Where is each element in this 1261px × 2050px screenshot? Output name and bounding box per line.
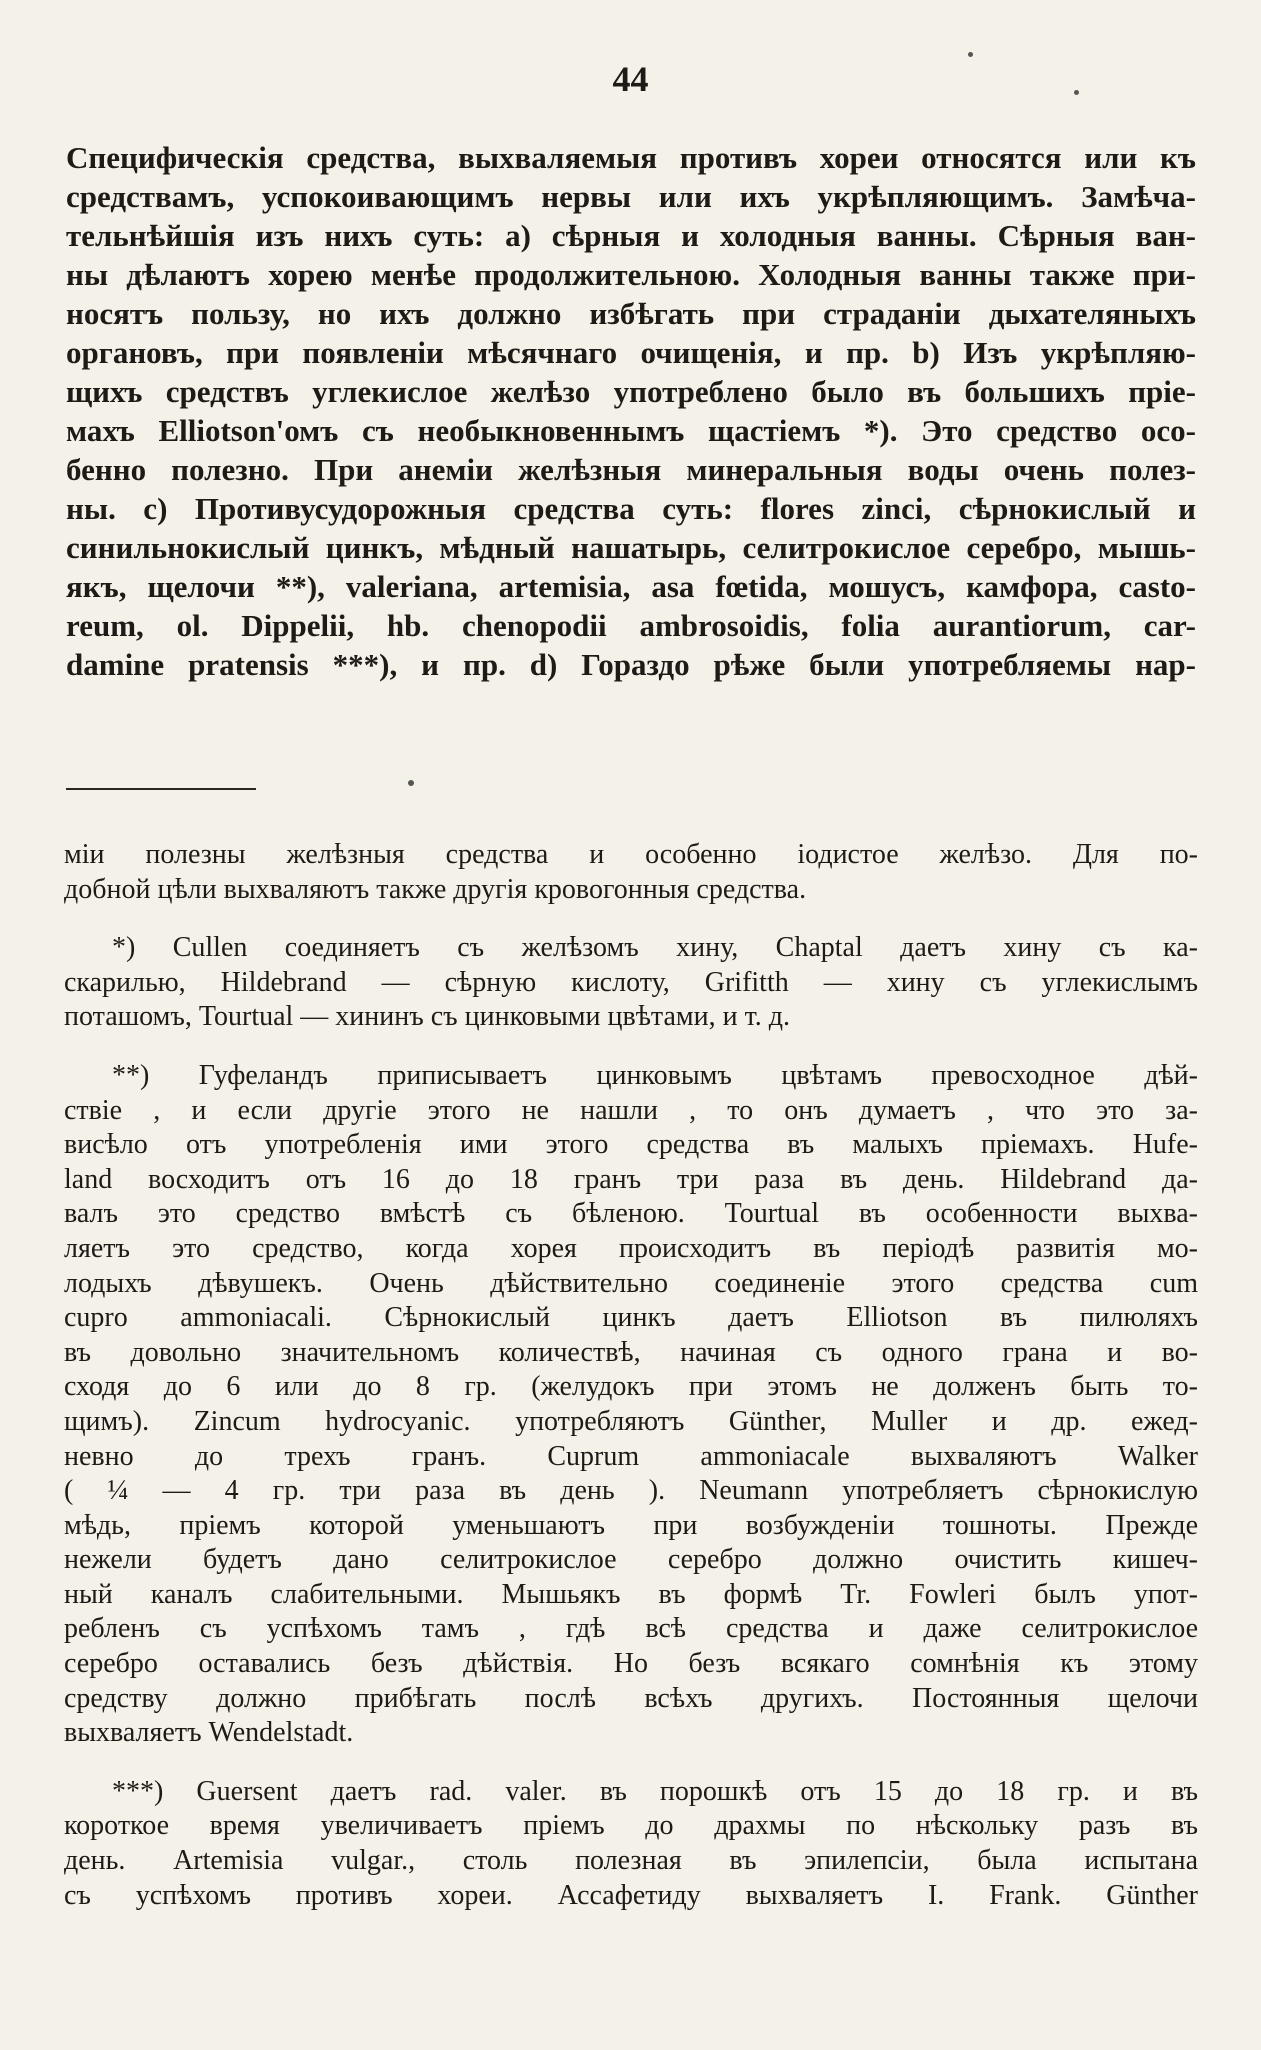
footnote-line: ребленъ съ успѣхомъ тамъ , гдѣ всѣ средства и даже селитрокислое <box>64 1613 1198 1645</box>
footnotes <box>64 838 1198 1937</box>
text-line: носятъ пользу, но ихъ должно избѣгать при страданіи дыхателяныхъ <box>66 296 1196 331</box>
footnote <box>64 1775 1198 1913</box>
footnote-line: міи полезны желѣзныя средства и особенно іодистое желѣзо. Для по- <box>64 839 1198 870</box>
text-line: ны дѣлаютъ хорею менѣе продолжительною. Холодныя ванны также при- <box>66 257 1196 292</box>
footnote-line: ляетъ это средство, когда хорея происходитъ въ періодѣ развитія мо- <box>64 1232 1198 1264</box>
text-line: бенно полезно. При анеміи желѣзныя минеральныя воды очень полез- <box>66 452 1196 487</box>
footnote <box>64 931 1198 1035</box>
footnote-line: съ успѣхомъ противъ хореи. Ассафетиду выхваляетъ I. Frank. Günther <box>64 1879 1198 1911</box>
main-text <box>66 138 1196 684</box>
footnote-line: короткое время увеличиваетъ пріемъ до драхмы по нѣскольку разъ въ <box>64 1810 1198 1842</box>
footnote-line: средству должно прибѣгать послѣ всѣхъ другихъ. Постоянныя щелочи <box>64 1682 1198 1714</box>
text-line: синильнокислый цинкъ, мѣдный нашатырь, селитрокислое серебро, мышь- <box>66 530 1196 565</box>
footnote-line: сходя до 6 или до 8 гр. (желудокъ при этомъ не долженъ быть то- <box>64 1371 1198 1403</box>
footnote-line: висѣло отъ употребленія ими этого средства въ малыхъ пріемахъ. Hufe- <box>64 1129 1198 1161</box>
print-speck <box>1074 90 1079 95</box>
footnote-line: въ довольно значительномъ количествѣ, начиная съ одного грана и во- <box>64 1336 1198 1368</box>
text-line: тельнѣйшія изъ нихъ суть: a) сѣрныя и холодныя ванны. Сѣрныя ван- <box>66 218 1196 253</box>
footnote-continuation <box>64 838 1198 907</box>
footnote-line: выхваляетъ Wendelstadt. <box>64 1717 354 1749</box>
footnote-separator <box>66 788 256 790</box>
text-line: якъ, щелочи **), valeriana, artemisia, asa fœtida, мошусъ, камфора, casto- <box>66 569 1196 604</box>
text-line: reum, ol. Dippelii, hb. chenopodii ambrosoidis, folia aurantiorum, car- <box>66 608 1196 643</box>
text-line: средствамъ, успокоивающимъ нервы или ихъ укрѣпляющимъ. Замѣча- <box>66 179 1196 214</box>
footnote-line: день. Artemisia vulgar., столь полезная въ эпилепсіи, была испытана <box>64 1845 1198 1877</box>
text-line: Специфическія средства, выхваляемыя противъ хореи относятся или къ <box>66 140 1196 175</box>
footnote <box>64 1059 1198 1751</box>
footnote-line: ный каналъ слабительными. Мышьякъ въ формѣ Tr. Fowleri былъ упот- <box>64 1578 1198 1610</box>
footnote-line: мѣдь, пріемъ которой уменьшаютъ при возбужденіи тошноты. Прежде <box>64 1509 1198 1541</box>
footnote-line: скарилью, Hildebrand — сѣрную кислоту, Grifitth — хину съ углекислымъ <box>64 966 1198 998</box>
text-line: органовъ, при появленіи мѣсячнаго очищенія, и пр. b) Изъ укрѣпляю- <box>66 335 1196 370</box>
footnote-line: щимъ). Zincum hydrocyanic. употребляютъ Günther, Muller и др. ежед- <box>64 1405 1198 1437</box>
footnote-line: невно до трехъ гранъ. Cuprum ammoniacale выхваляютъ Walker <box>64 1440 1198 1472</box>
text-line: щихъ средствъ углекислое желѣзо употреблено было въ большихъ пріе- <box>66 374 1196 409</box>
footnote-line: нежели будетъ дано селитрокислое серебро должно очистить кишеч- <box>64 1544 1198 1576</box>
print-speck <box>408 780 414 786</box>
footnote-line: land восходитъ отъ 16 до 18 гранъ три раза въ день. Hildebrand да- <box>64 1163 1198 1195</box>
text-line: damine pratensis ***), и пр. d) Гораздо рѣже были употребляемы нар- <box>66 647 1196 682</box>
footnote-line: cupro ammoniacali. Сѣрнокислый цинкъ даетъ Elliotson въ пилюляхъ <box>64 1302 1198 1334</box>
footnote-line: серебро оставались безъ дѣйствія. Но безъ всякаго сомнѣнія къ этому <box>64 1648 1198 1680</box>
footnote-line: лодыхъ дѣвушекъ. Очень дѣйствительно соединеніе этого средства cum <box>64 1267 1198 1299</box>
footnote-line: ( ¼ — 4 гр. три раза въ день ). Neumann употребляетъ сѣрнокислую <box>64 1475 1198 1507</box>
footnote-line: поташомъ, Tourtual — хининъ съ цинковыми цвѣтами, и т. д. <box>64 1001 790 1033</box>
footnote-line: *) Cullen соединяетъ съ желѣзомъ хину, Chaptal даетъ хину съ ка- <box>112 932 1198 964</box>
footnote-line: добной цѣли выхваляютъ также другія кровогонныя средства. <box>64 873 807 905</box>
text-line: ны. c) Противусудорожныя средства суть: flores zinci, сѣрнокислый и <box>66 491 1196 526</box>
footnote-line: валъ это средство вмѣстѣ съ бѣленою. Tourtual въ особенности выхва- <box>64 1198 1198 1230</box>
print-speck <box>968 52 973 57</box>
page-number: 44 <box>612 59 649 99</box>
footnote-line: ***) Guersent даетъ rad. valer. въ порошкѣ отъ 15 до 18 гр. и въ <box>112 1775 1198 1807</box>
footnote-line: **) Гуфеландъ приписываетъ цинковымъ цвѣтамъ превосходное дѣй- <box>112 1059 1198 1091</box>
text-line: махъ Elliotson'омъ съ необыкновеннымъ щастіемъ *). Это средство осо- <box>66 413 1196 448</box>
footnote-line: ствіе , и если другіе этого не нашли , то онъ думаетъ , что это за- <box>64 1094 1198 1126</box>
